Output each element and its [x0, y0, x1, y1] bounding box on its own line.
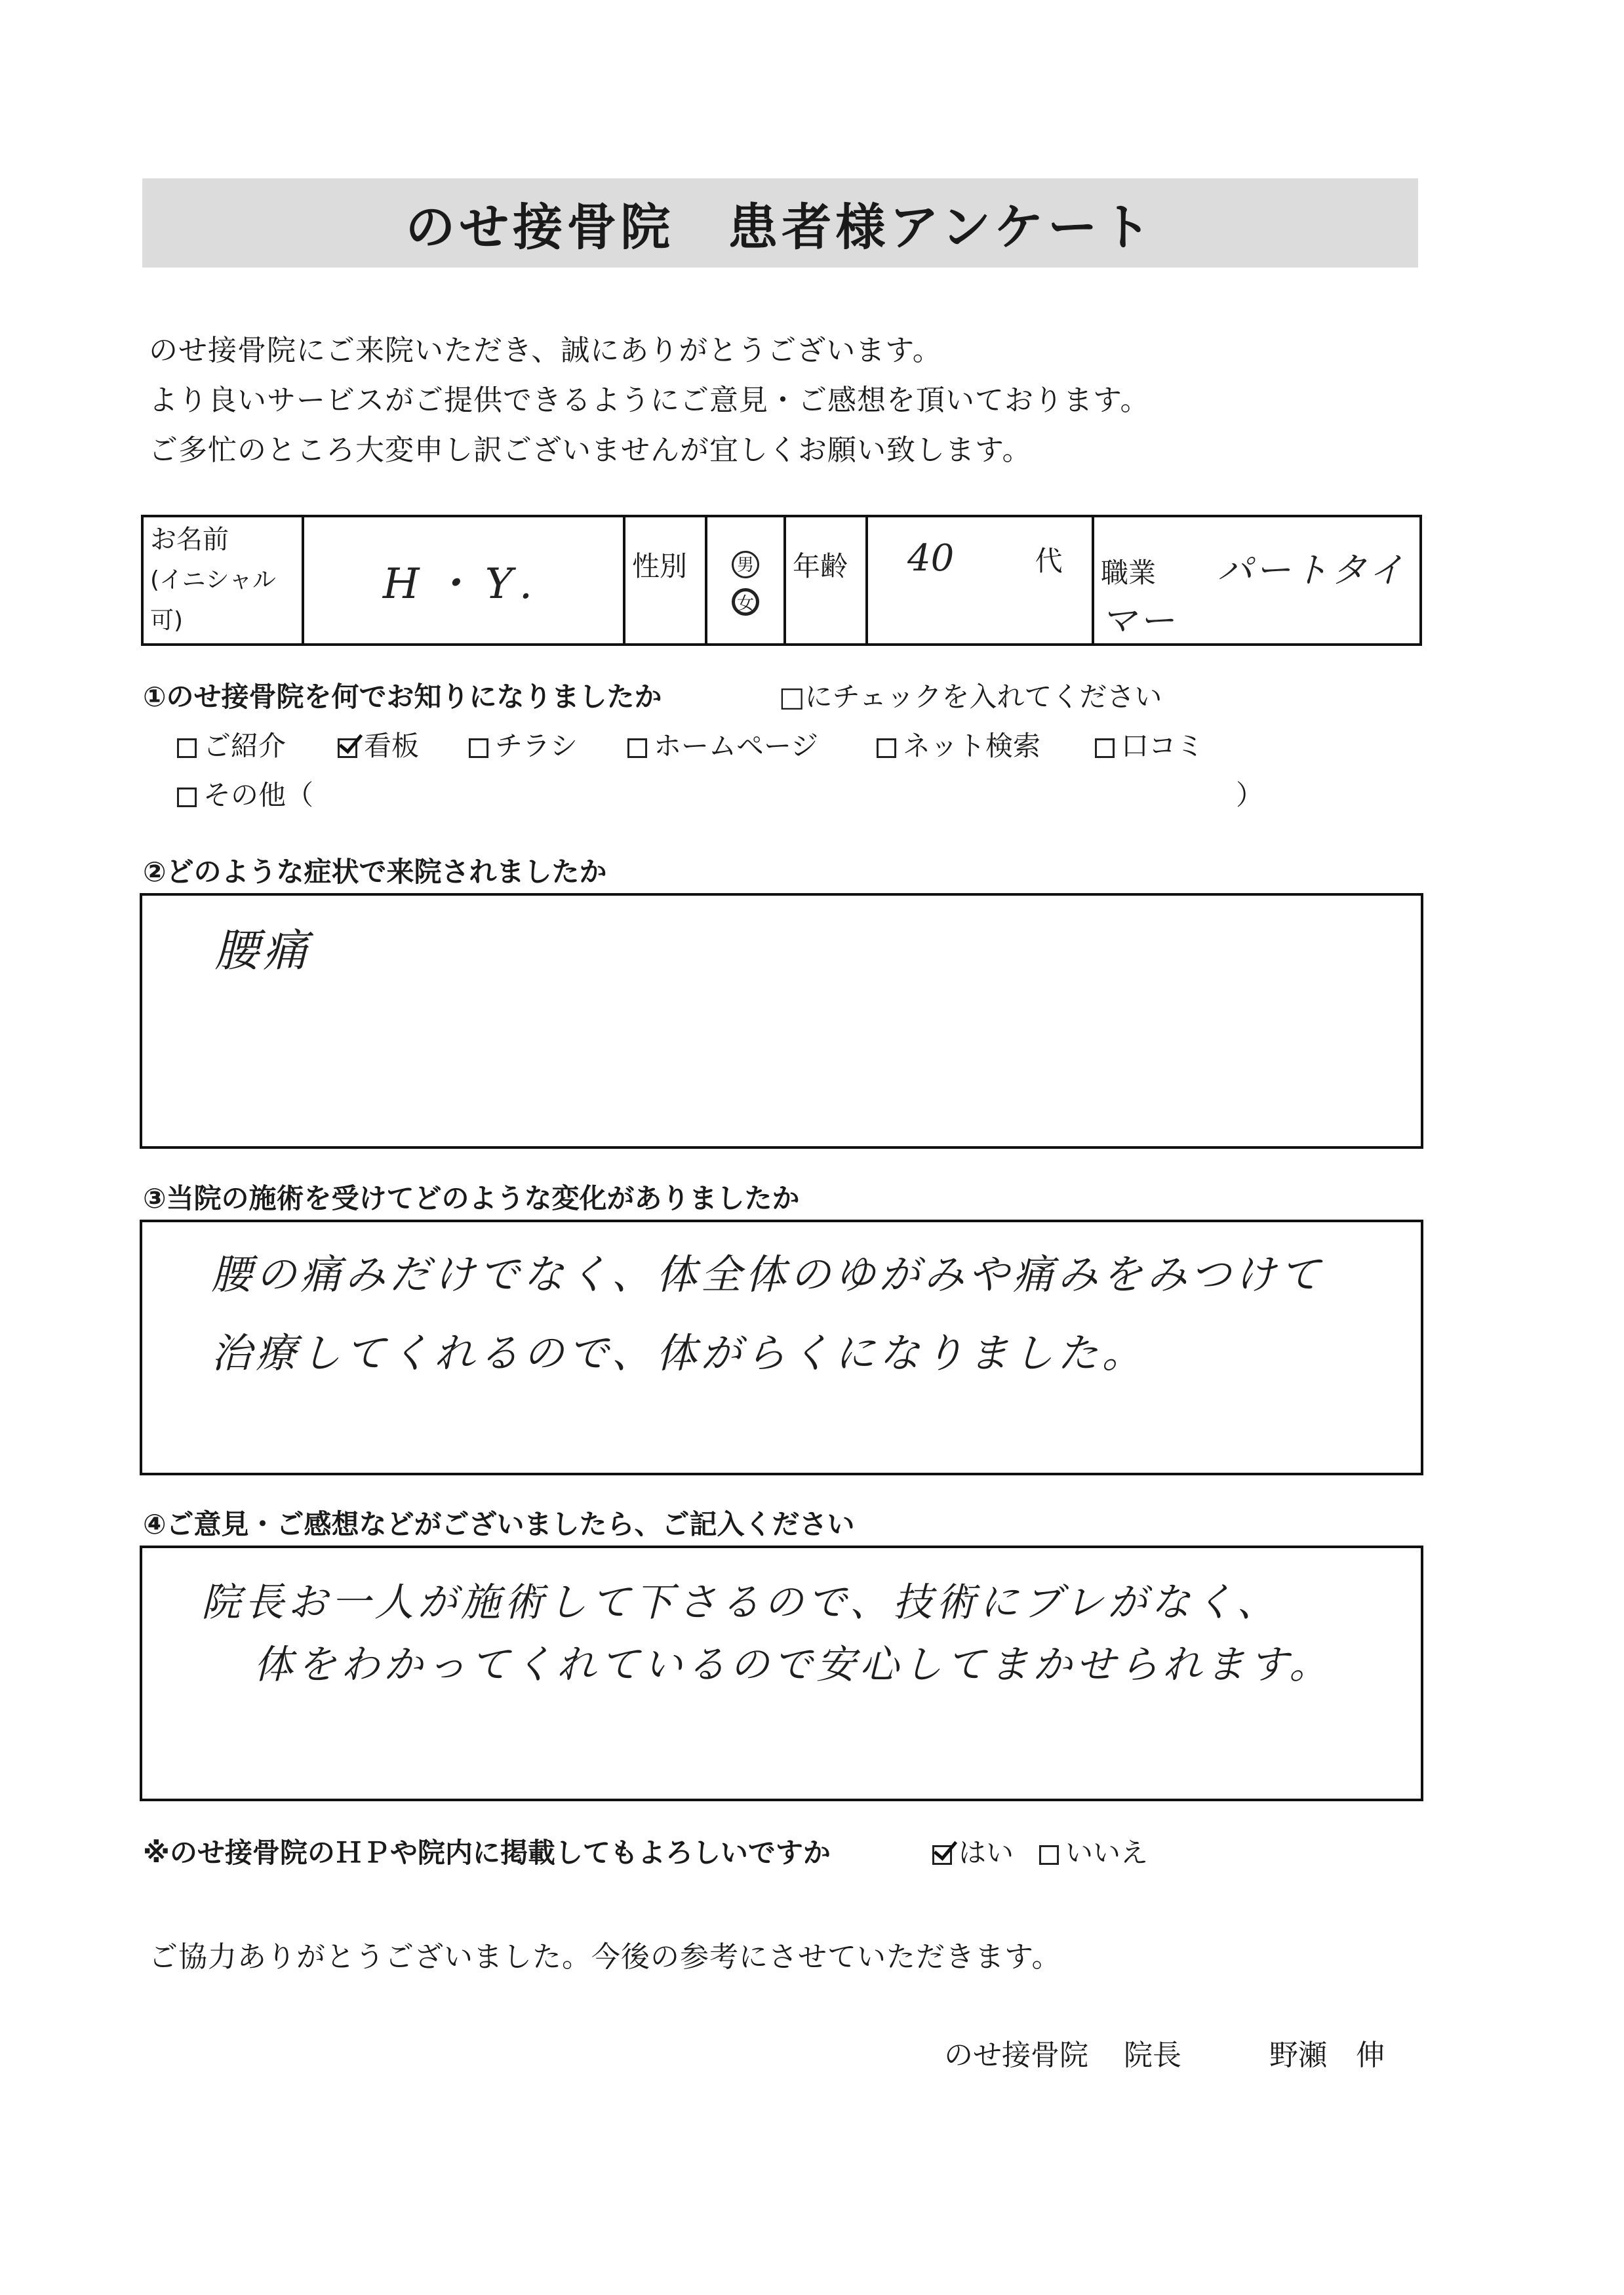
q1-option-signboard[interactable]: 看板 — [338, 725, 419, 764]
gender-options-cell[interactable] — [706, 516, 785, 645]
age-value-cell[interactable] — [867, 516, 1093, 645]
age-suffix: 代 — [1035, 545, 1063, 577]
checkbox-icon[interactable] — [1039, 1845, 1059, 1865]
q1-instruction: □にチェックを入れてください — [779, 681, 1162, 713]
gender-female-option[interactable]: 女 — [732, 588, 759, 616]
signature-name: 野瀬 伸 — [1269, 2039, 1385, 2072]
signature-clinic: のせ接骨院 — [944, 2039, 1088, 2072]
q1-option-other[interactable]: その他（ — [177, 774, 313, 813]
job-value: パートタイマー — [1101, 549, 1407, 641]
intro-line-2: より良いサービスがご提供できるようにご意見・ご感想を頂いております。 — [149, 384, 1150, 417]
q1-option-homepage[interactable]: ホームページ — [627, 725, 818, 764]
respondent-info-table — [141, 515, 1422, 646]
job-cell[interactable] — [1093, 516, 1421, 645]
checkbox-icon[interactable] — [177, 738, 197, 758]
name-value-cell[interactable] — [303, 516, 624, 645]
signature — [944, 2031, 1385, 2073]
name-label: お名前 — [150, 525, 229, 555]
q3-answer-line-2: 治療してくれるので、体がらくになりました。 — [211, 1329, 1147, 1377]
q1-option-flyer[interactable]: チラシ — [469, 725, 578, 764]
q2-answer-box[interactable] — [140, 893, 1423, 1149]
name-label-cell — [142, 516, 303, 645]
thanks-message: ご協力ありがとうございました。今後の参考にさせていただきます。 — [149, 1940, 1061, 1974]
q4-answer-line-1: 院長お一人が施術して下さるので、技術にブレがなく、 — [201, 1580, 1280, 1626]
q1-question: ①のせ接骨院を何でお知りになりましたか — [143, 681, 662, 713]
consent-no-option[interactable]: いいえ — [1039, 1831, 1148, 1871]
checkbox-icon[interactable] — [627, 738, 647, 758]
q4-answer-line-2: 体をわかってくれているので安心してまかせられます。 — [254, 1642, 1333, 1688]
checkbox-icon[interactable] — [877, 738, 896, 758]
q2-answer: 腰痛 — [214, 925, 312, 977]
q2-question: ②どのような症状で来院されましたか — [143, 856, 607, 888]
gender-male-option[interactable]: 男 — [732, 551, 759, 578]
intro-line-3: ご多忙のところ大変申し訳ございませんが宜しくお願い致します。 — [149, 433, 1032, 467]
job-label: 職業 — [1101, 557, 1157, 589]
q1-option-word-of-mouth[interactable]: 口コミ — [1095, 725, 1204, 764]
checkbox-icon[interactable] — [1095, 738, 1115, 758]
checked-checkbox-icon[interactable] — [932, 1845, 952, 1865]
q1-option-referral[interactable]: ご紹介 — [177, 725, 286, 764]
gender-label: 性別 — [624, 516, 706, 645]
intro-line-1: のせ接骨院にご来院いただき、誠にありがとうございます。 — [149, 334, 942, 367]
q1-other-close: ） — [1236, 779, 1264, 811]
signature-role: 院長 — [1124, 2039, 1181, 2072]
age-value: 40 — [907, 537, 955, 580]
q3-question: ③当院の施術を受けてどのような変化がありましたか — [143, 1182, 800, 1214]
name-label-note: (イニシャル可) — [150, 567, 276, 634]
q1-option-net-search[interactable]: ネット検索 — [877, 725, 1040, 764]
q4-question: ④ご意見・ご感想などがございましたら、ご記入ください — [143, 1508, 855, 1540]
checked-checkbox-icon[interactable] — [338, 738, 357, 758]
q4-answer-box[interactable] — [140, 1546, 1423, 1801]
checkbox-icon[interactable] — [177, 788, 197, 807]
q3-answer-line-1: 腰の痛みだけでなく、体全体のゆがみや痛みをみつけて — [211, 1250, 1324, 1298]
name-value: H・Y. — [382, 560, 545, 609]
consent-yes-option[interactable]: はい — [932, 1831, 1014, 1871]
survey-title: のせ接骨院 患者様アンケート — [142, 178, 1418, 268]
age-label: 年齢 — [785, 516, 867, 645]
consent-question: ※のせ接骨院のＨＰや院内に掲載してもよろしいですか — [143, 1837, 831, 1869]
q3-answer-box[interactable] — [140, 1220, 1423, 1475]
checkbox-icon[interactable] — [469, 738, 488, 758]
